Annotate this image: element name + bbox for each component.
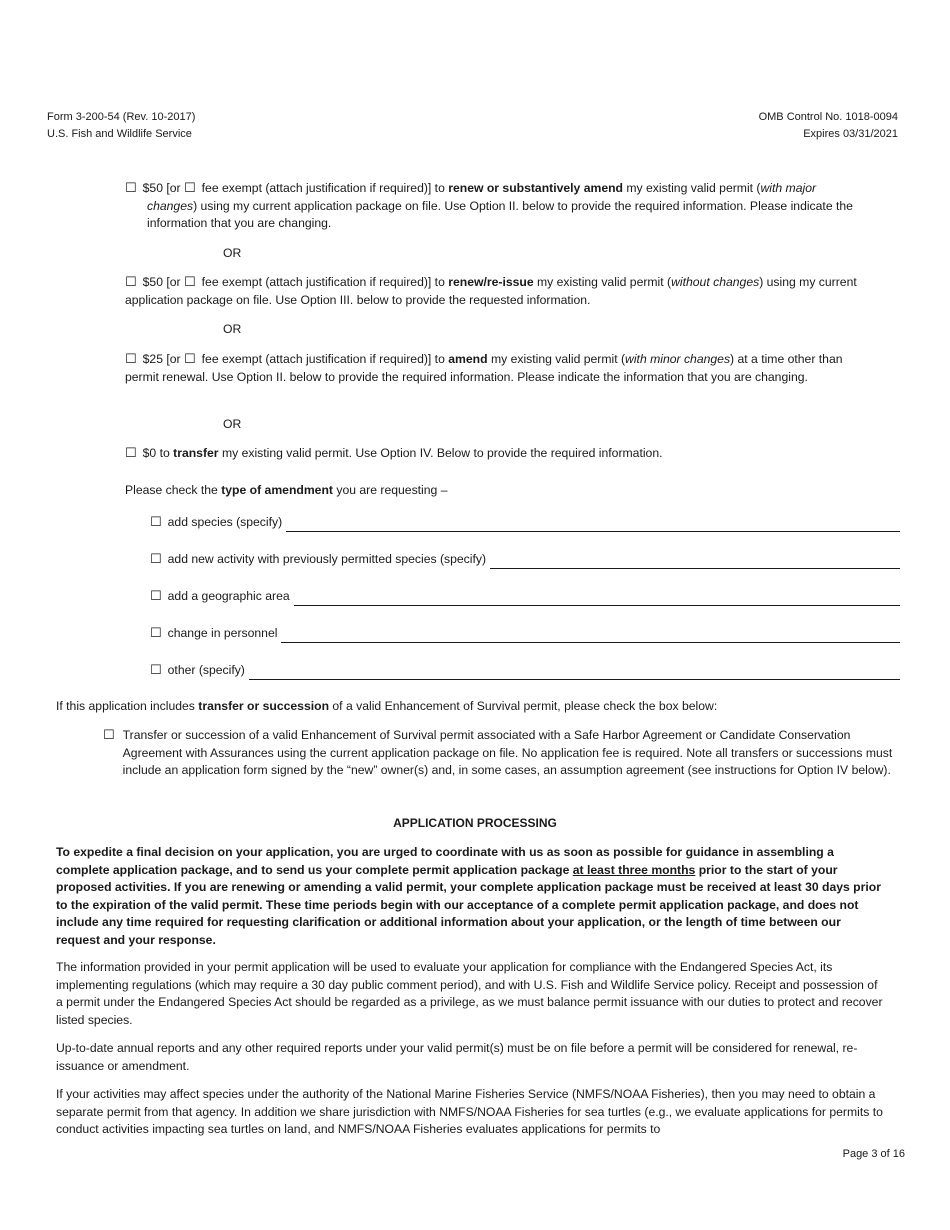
processing-evaluation-paragraph: The information provided in your permit application will be used to evaluate your application for compliance with the Endangered Species Act, its implementing regulations (which may require a 30 day public comment period), and with U.S. Fish and Wildlife Service policy. Receipt and possession of a permit under the Endangered Species Act should be regarded as a privilege, as we must balance permit issuance with our duties to protect and recover listed species. — [56, 960, 883, 1027]
form-number: Form 3-200-54 (Rev. 10-2017) — [47, 111, 196, 123]
personnel-checkbox[interactable]: ☐ — [150, 626, 162, 641]
form-header-right — [759, 109, 898, 143]
agency-name: U.S. Fish and Wildlife Service — [47, 128, 192, 140]
renew-amend-checkbox[interactable]: ☐ — [125, 181, 137, 196]
amendment-item-add-species: ☐ add species (specify) — [150, 514, 900, 532]
option-renew-substantively-amend: ☐ $50 [or ☐ fee exempt (attach justification if required)] to renew or substantively amend my existing valid permit (with major changes) using my current application package on file. Use Option II. below to provide the required information. Please indicate the information that you are changing. — [125, 181, 853, 230]
option-renew-reissue: ☐ $50 [or ☐ fee exempt (attach justification if required)] to renew/re-issue my existing valid permit (without changes) using my current application package on file. Use Option III. below to provide the requested information. — [125, 275, 857, 307]
geographic-area-checkbox[interactable]: ☐ — [150, 589, 162, 604]
other-checkbox[interactable]: ☐ — [150, 663, 162, 678]
option-transfer: ☐ $0 to transfer my existing valid permit. Use Option IV. Below to provide the required information. — [125, 446, 663, 461]
processing-guidance-paragraph: To expedite a final decision on your application, you are urged to coordinate with us as soon as possible for guidance in assembling a complete application package, and to send us your complete permit application package at least three months prior to the start of your proposed activities. If you are renewing or amending a valid permit, your complete application package must be received at least 30 days prior to the expiration of the valid permit. These time periods begin with our acceptance of a complete permit application package, and does not include any time required for requesting clarification or additional information about your application, or the length of time between our request and your response. — [56, 845, 881, 947]
add-species-checkbox[interactable]: ☐ — [150, 515, 162, 530]
amendment-item-personnel: ☐ change in personnel — [150, 625, 900, 643]
amend-checkbox[interactable]: ☐ — [125, 352, 137, 367]
page-number: Page 3 of 16 — [842, 1148, 905, 1160]
geographic-area-input-line[interactable] — [294, 593, 900, 606]
transfer-succession-option: ☐ Transfer or succession of a valid Enhancement of Survival permit associated with a Safe Harbor Agreement or Candidate Conservation Agreement with Assurances using the current application package on file. No application fee is required. Note all transfers or successions must include an application form signed by the “new” owner(s) and, in some cases, an assumption agreement (see instructions for Option IV below). — [103, 727, 903, 780]
amendment-item-geographic-area: ☐ add a geographic area — [150, 588, 900, 606]
transfer-succession-intro: If this application includes transfer or succession of a valid Enhancement of Survival permit, please check the box below: — [56, 699, 718, 713]
form-header-left — [47, 109, 195, 143]
section-title-application-processing: APPLICATION PROCESSING — [393, 816, 557, 830]
omb-control-number: OMB Control No. 1018-0094 — [758, 111, 898, 123]
or-separator: OR — [223, 246, 242, 260]
transfer-succession-checkbox[interactable]: ☐ — [103, 728, 115, 743]
add-activity-checkbox[interactable]: ☐ — [150, 552, 162, 567]
renew-reissue-fee-exempt-checkbox[interactable]: ☐ — [184, 275, 196, 290]
amend-fee-exempt-checkbox[interactable]: ☐ — [184, 352, 196, 367]
transfer-checkbox[interactable]: ☐ — [125, 446, 137, 461]
add-activity-input-line[interactable] — [490, 556, 900, 569]
expiration-date: Expires 03/31/2021 — [803, 128, 898, 140]
amendment-type-prompt: Please check the type of amendment you are requesting – — [125, 483, 448, 497]
other-input-line[interactable] — [249, 667, 900, 680]
amendment-item-add-activity: ☐ add new activity with previously permitted species (specify) — [150, 551, 900, 569]
or-separator: OR — [223, 322, 242, 336]
option-amend-minor: ☐ $25 [or ☐ fee exempt (attach justification if required)] to amend my existing valid permit (with minor changes) at a time other than permit renewal. Use Option II. below to provide the required information. Please indicate the information that you are changing. — [125, 352, 843, 384]
processing-reports-paragraph: Up-to-date annual reports and any other required reports under your valid permit(s) must be on file before a permit will be considered for renewal, re-issuance or amendment. — [56, 1041, 858, 1073]
renew-reissue-checkbox[interactable]: ☐ — [125, 275, 137, 290]
renew-amend-fee-exempt-checkbox[interactable]: ☐ — [184, 181, 196, 196]
add-species-input-line[interactable] — [286, 519, 900, 532]
amendment-item-other: ☐ other (specify) — [150, 662, 900, 680]
or-separator: OR — [223, 417, 242, 431]
personnel-input-line[interactable] — [281, 630, 900, 643]
processing-nmfs-paragraph: If your activities may affect species under the authority of the National Marine Fisheries Service (NMFS/NOAA Fisheries), then you may need to obtain a separate permit from that agency. In addition we share jurisdiction with NMFS/NOAA Fisheries for sea turtles (e.g., we evaluate applications for permits to conduct activities impacting sea turtles on land, and NMFS/NOAA Fisheries evaluates applications for permits to — [56, 1087, 883, 1136]
